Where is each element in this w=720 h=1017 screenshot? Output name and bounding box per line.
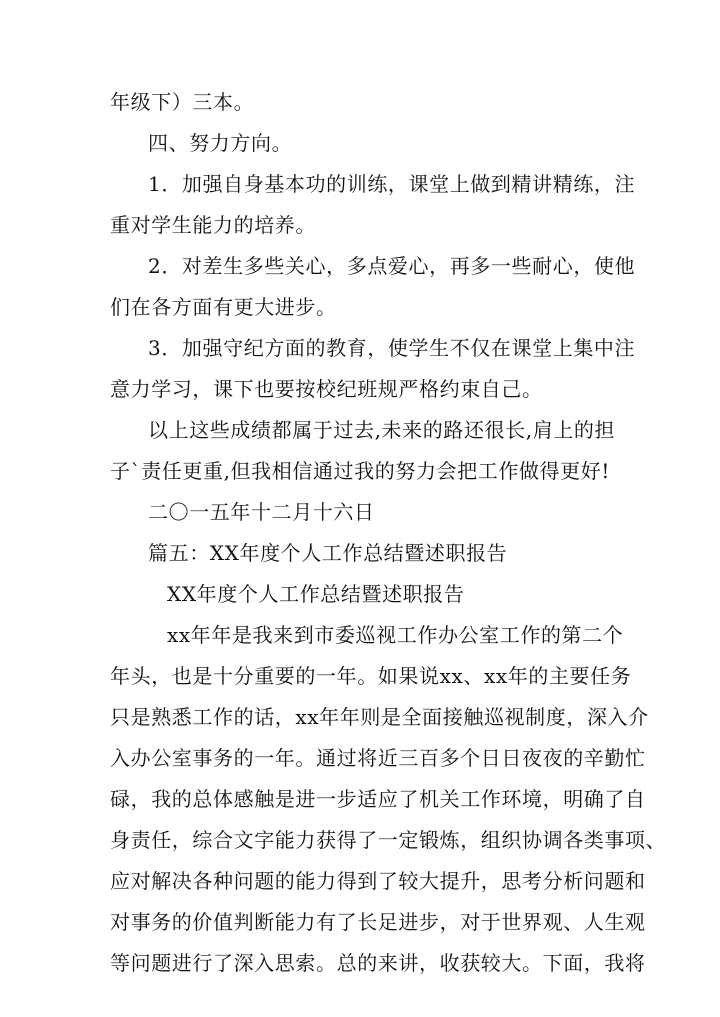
text-line: xx年年是我来到市委巡视工作办公室工作的第二个 [167, 623, 624, 647]
text-line: 年级下）三本。 [110, 90, 255, 114]
text-line: 们在各方面有更大进步。 [110, 295, 337, 319]
text-line: 3．加强守纪方面的教育，使学生不仅在课堂上集中注 [148, 336, 636, 360]
chapter-heading: 篇五：XX年度个人工作总结暨述职报告 [148, 541, 508, 565]
date-line: 二〇一五年十二月十六日 [148, 500, 375, 524]
text-line: 应对解决各种问题的能力得到了较大提升，思考分析问题和 [110, 869, 646, 893]
text-line: 1．加强自身基本功的训练，课堂上做到精讲精练，注 [148, 172, 636, 196]
text-line: 子`责任更重,但我相信通过我的努力会把工作做得更好! [110, 459, 610, 483]
text-line: 只是熟悉工作的话，xx年年则是全面接触巡视制度，深入介 [110, 705, 649, 729]
report-title: XX年度个人工作总结暨述职报告 [167, 582, 465, 606]
section-heading: 四、努力方向。 [148, 131, 293, 155]
text-line: 等问题进行了深入思索。总的来讲，收获较大。下面，我将 [110, 951, 646, 975]
text-line: 身责任，综合文字能力获得了一定锻炼，组织协调各类事项、 [110, 828, 667, 852]
text-line: 重对学生能力的培养。 [110, 213, 316, 237]
text-line: 入办公室事务的一年。通过将近三百多个日日夜夜的辛勤忙 [110, 746, 646, 770]
text-line: 对事务的价值判断能力有了长足进步，对于世界观、人生观 [110, 910, 646, 934]
text-line: 以上这些成绩都属于过去,未来的路还很长,肩上的担 [148, 418, 616, 442]
text-line: 年头，也是十分重要的一年。如果说xx、xx年的主要任务 [110, 664, 632, 688]
text-line: 意力学习，课下也要按校纪班规严格约束自己。 [110, 377, 543, 401]
text-line: 碌，我的总体感触是进一步适应了机关工作环境，明确了自 [110, 787, 646, 811]
text-line: 2．对差生多些关心，多点爱心，再多一些耐心，使他 [148, 254, 636, 278]
